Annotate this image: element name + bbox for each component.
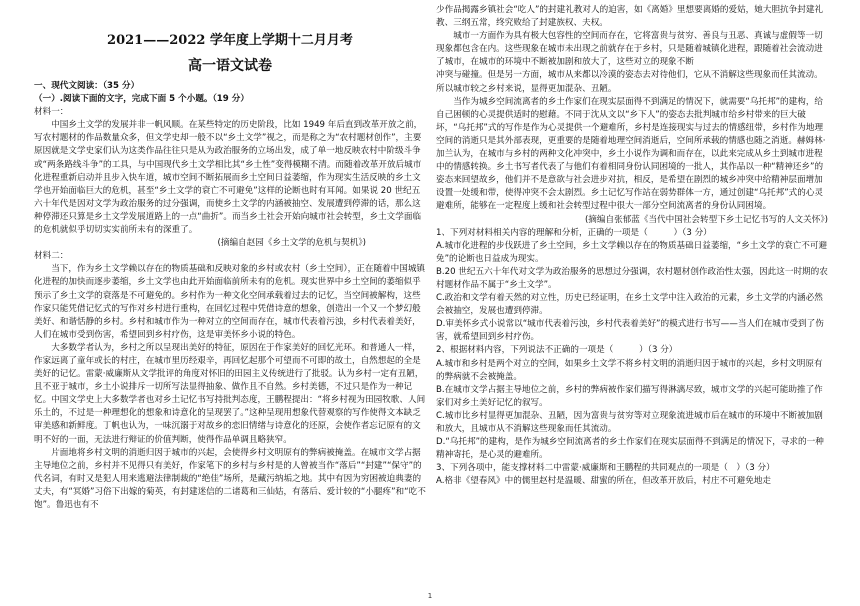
material-1-label: 材料一： [34,107,69,118]
question-2-option-a: A.城市和乡村是两个对立的空间，如果乡土文学不将乡村文明的消逝归因于城市的兴起，乡村文明原有的弊病就不会被掩盖。 [436,358,823,382]
material-2-label: 材料二： [34,251,69,262]
right-paragraph-3: 当作为城乡空间流离者的乡土作家们在现实层面得不到满足的情况下，就需要“乌托邦”的建构，给自己困顿的心灵提供适时的慰藉。不同于沈从文以“乡下人”的姿态去批判城市给乡村带来的巨大破坏，“乌托邦”式的写作是作为心灵提供一个避难所，乡村是连接现实与过去的情感纽带，乡村作为地理空间的消逝只是其外部表现，更重要的是随着地理空间消逝后，空间所承载的情感也随之消逝。赫姆林·加兰认为，在城市与乡村的两种文化冲突中，乡土小说作为调和而存在，以此来完成从乡土到城市进程中的情感转换。乡土书写者代表了与他们有着相同身份认同困境的一批人，其作品以一种“精神还乡”的姿态来回望故乡，他们并不是意欲与社会进步对抗，相反，是希望在剧烈的城乡冲突中给精神层面增加设置一处缓和带，使得冲突不会太剧烈。乡土记忆写作站在弱势群体一方，通过创建“乌托邦”式的心灵避难所，能够在一定程度上缓和社会转型过程中很大一部分空间流离者的身份认同困境。 [436,96,826,212]
section-heading: 一、现代文阅读：（35 分） [34,81,140,91]
material-1-source: (摘编自赵园《乡土文学的危机与契机》) [217,238,366,249]
question-2-option-d: D.“乌托邦”的建构，是作为城乡空间流离者的乡土作家们在现实层面得不到满足的情况下，寻求的一种精神寄托，是心灵的避难所。 [436,437,824,461]
question-1-option-c: C.政治和文学有着天然的对立性，历史已经证明，在乡土文学中注入政治的元素，乡土文学的内涵必然会被抽空，发展也遭到停滞。 [436,293,823,317]
material-1-paragraph: 中国乡土文学的发展并非一帆风顺。在某些特定的历史阶段，比如 1949 年后直到改革开放之前，写农村题材的作品数量众多，但文学史却一般不以“乡土文学”视之，而是称之为“农村题材创作”，主要原因就是文学史家们认为这类作品往往只是从为政治服务的立场出发，成了单一地反映农村中阶级斗争或“两条路线斗争”的工具，与中国现代乡土文学相比其“乡土性”变得模糊不清。而随着改革开放后城市化进程重新启动并且步入快车道，城市空间不断拓展而乡土空间日益萎缩，作为现实生活反映的乡土文学也开始面临巨大的危机，甚至“乡土文学的衰亡不可避免”这样的论断也时有耳闻。如果说 20 世纪五六十年代是因对文学为政治服务的过分强调，而使乡土文学的内涵被抽空、发展遭到停滞的话，那么这种停滞还只算是乡土文学发展道路上的一点“曲折”。而当乡土社会开始向城市社会转型，乡土文学面临的危机就似乎切切实实前所未有的深重了。 [34,120,423,236]
right-paragraph-1: 城市一方面作为具有极大包容性的空间而存在，它将富贵与贫穷、善良与丑恶、真诚与虚假等一切现象都包含在内。这些现象在城市未出现之前就存在于乡村，只是随着城镇化进程，跟随着社会流动进了城市，在城市的环境中不断被加剧和放大了，这些对立的现象不断 [436,31,823,68]
material-3-source: (摘编自张郁蓝《当代中国社会转型下乡土记忆书写的人文关怀》) [584,214,828,225]
question-1-option-a: A.城市化进程的步伐跃进了乡土空间，乡土文学赖以存在的物质基础日益萎缩，“乡土文学的衰亡不可避免”的论断也日益成为现实。 [436,240,828,264]
page-number: 1 [427,592,433,600]
question-3-option-a: A.格非《望春风》中的儒里赵村是温暖、甜蜜的所在，但改革开放后，村庄不可避免地走 [436,476,772,487]
part-heading: （一）.阅读下面的文字，完成下面 5 个小题。（19 分） [34,94,249,105]
question-2: 2、根据材料内容，下列说法不正确的一项是（ ）（3 分） [436,345,678,356]
left-column [34,4,426,512]
material-2-paragraph-3: 片面地将乡村文明的消逝归因于城市的兴起，会使得乡村文明原有的弊病被掩盖。在城市文学占据主导地位之前，乡村并不见得只有美好，作家笔下的乡村与乡村是的人曾被当作“落后”“封建”“保守”的代名词，有时又是犯人用来逃避法律制裁的“绝佳”场所，是藏污纳垢之地。其中有因为穷困被迫典妻的丈夫，有“冥婚”习俗下出嫁的菊英，有封建迷信的二诸葛和三仙姑，有落后、爱计较的“小腿疼”和“吃不饱”。鲁迅也有不 [34,447,426,510]
material-2-paragraph-1: 当下，作为乡土文学赖以存在的物质基础和反映对象的乡村或农村（乡土空间），正在随着中国城镇化进程的加快而逐步萎缩，乡土文学也由此开始面临前所未有的危机。现实世界中乡土空间的萎缩似乎预示了乡土文学的衰落是不可避免的。乡村作为一种文化空间承载着过去的记忆，当空间被解构，这些作家只能凭借记忆式的写作对乡村进行重构，在回忆过程中凭借诗意的想象，创造出一个又一个梦幻般美好、和谐恬静的乡村。乡村和城市作为一种对立的空间而存在，城市代表着污浊，乡村代表着美好，人们在城市受到伤害，希望回到乡村疗伤，这是审美怀乡小说的特色。 [34,264,426,340]
question-1-option-d: D.审美怀乡式小说常以“城市代表着污浊，乡村代表着美好”的模式进行书写——当人们在城市受到了伤害，就希望回到乡村疗伤。 [436,319,824,343]
question-2-option-c: C.城市比乡村显得更加混杂、丑陋，因为富贵与贫穷等对立现象流进城市后在城市的环境中不断被加剧和放大，且城市从不消解这些现象而任其流动。 [436,410,823,434]
question-1-option-b: B.20 世纪五六十年代对文学为政治服务的思想过分强调，农村题材创作政治性太强，因此这一时期的农村题材作品不属于“乡土文学”。 [436,266,828,290]
exam-subtitle: 高一语文试卷 [188,58,272,74]
question-2-option-b: B.在城市文学占据主导地位之前，乡村的弊病被作家们描写得淋漓尽致，城市文学的兴起可能助推了作家们对乡土美好记忆的叙写。 [436,384,823,408]
material-2-paragraph-2: 大多数学者认为，乡村之所以呈现出美好的特征，原因在于作家美好的回忆光环。和普通人一样，作家远离了童年或长的村庄，在城市里历经艰辛，再回忆起那个可望而不可即的故土，自然想起的全是美好的记忆。雷蒙·威廉斯从文学批评的角度对怀旧的田园主义传统进行了批驳。认为乡村一定有丑陋，且不亚于城市，乡土小说排斥一切所写法显得抽象、做作且不自然。乡村美德，不过只是作为一种记忆。中国文学史上大多数学者也对乡土记忆书写持批判态度，王鹏程提出：“将乡村视为田园牧歌、人间乐土的，不过是一种理想化的想象和诗意化的呈现罢了。”这种呈现用想象代替观察的写作使得文本缺乏审美感和新鲜度。丁帆也认为，一味沉溺于对故乡的恋旧情绪与诗意化的还原，会使作者忘记原有的文明不好的一面，无法进行辩证的价值判断，使得作品单调且略狭窄。 [34,342,426,445]
right-column [436,4,828,488]
right-paragraph-2: 冲突与碰撞。但是另一方面，城市从来都以冷漠的姿态去对待他们，它从不消解这些现象而任其流动。所以城市较之乡村来说，显得更加混杂、丑陋。 [436,70,823,94]
continued-paragraph: 少作品揭露乡镇社会“吃人”的封建礼教对人的迫害，如《离婚》里想要离婚的爱姑，她大胆抗争封建礼教、三纲五常，终究败给了封建族权、夫权。 [436,5,824,29]
exam-title: 2021——2022 学年度上学期十二月月考 [107,33,353,48]
question-3: 3、下列各项中，能支撑材料二中雷蒙·威廉斯和王鹏程的共同观点的一项是（ ）（3 分） [436,463,775,474]
question-1: 1、下列对材料相关内容的理解和分析，正确的一项是（ ）（3 分） [436,227,712,238]
